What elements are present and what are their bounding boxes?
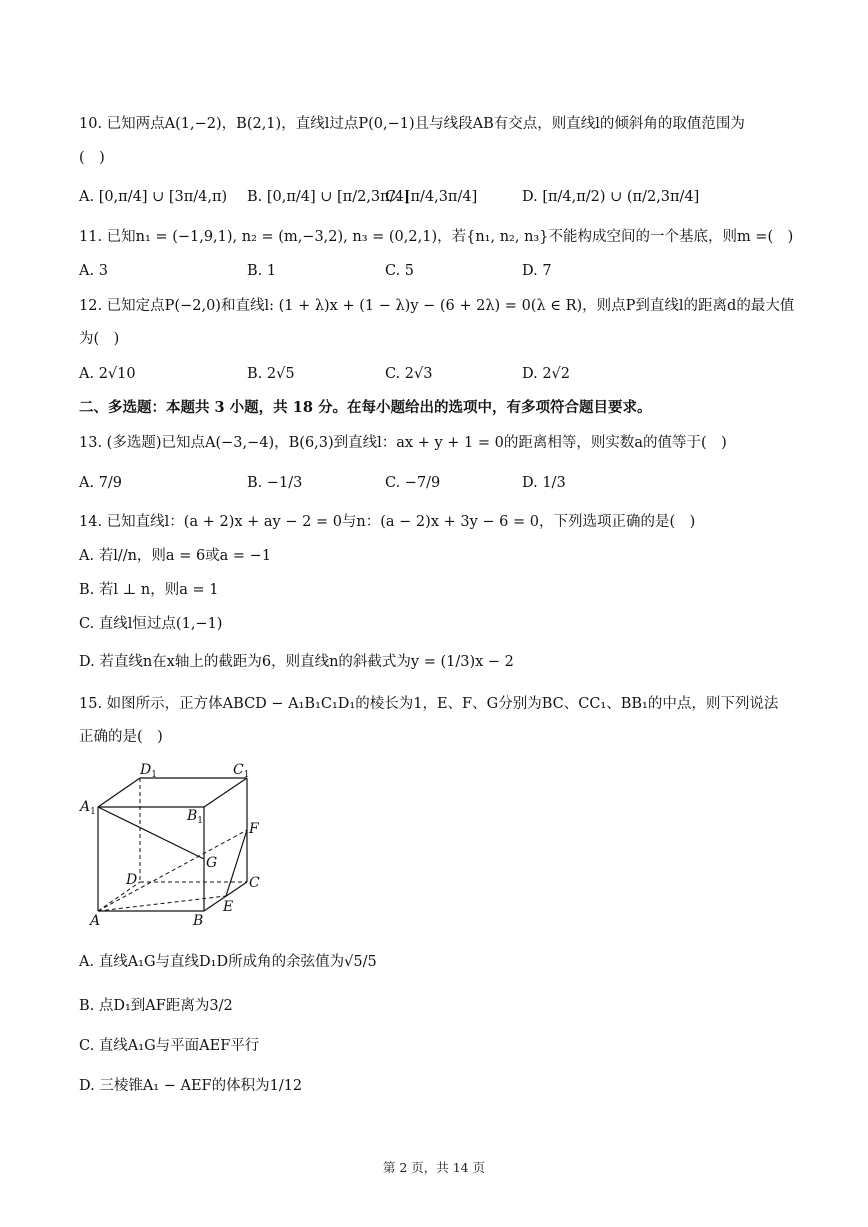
label-c1: $C_1$ — [233, 762, 250, 780]
q11-option-b: B. 1 — [247, 263, 277, 279]
q12-option-d: D. 2√2 — [522, 366, 571, 382]
q14-option-c: C. 直线l恒过点(1,−1) — [79, 616, 223, 632]
q13-stem: 13. (多选题)已知点A(−3,−4)，B(6,3)到直线l：ax + y + 1 = 0的距离相等，则实数a的值等于( ) — [79, 435, 727, 451]
q13-option-c: C. −7/9 — [385, 475, 441, 491]
q14-option-b: B. 若l ⊥ n，则a = 1 — [79, 582, 219, 598]
cube-figure — [76, 755, 276, 933]
q15-option-b: B. 点D₁到AF距离为3/2 — [79, 998, 233, 1014]
q15-stem-2: 正确的是( ) — [79, 729, 163, 745]
q10-paren: ( ) — [79, 150, 105, 166]
q12-option-a: A. 2√10 — [79, 366, 136, 382]
q15-option-d: D. 三棱锥A₁ − AEF的体积为1/12 — [79, 1078, 303, 1094]
q14-option-a: A. 若l//n，则a = 6或a = −1 — [79, 548, 272, 564]
q14-stem: 14. 已知直线l：(a + 2)x + ay − 2 = 0与n：(a − 2)x + 3y − 6 = 0，下列选项正确的是( ) — [79, 514, 696, 530]
label-g: G — [206, 855, 218, 871]
q11-stem: 11. 已知n₁ = (−1,9,1), n₂ = (m,−3,2), n₃ = (0,2,1)，若{n₁, n₂, n₃}不能构成空间的一个基底，则m =( ) — [79, 229, 794, 245]
q15-option-c: C. 直线A₁G与平面AEF平行 — [79, 1038, 260, 1054]
q15-stem: 15. 如图所示，正方体ABCD − A₁B₁C₁D₁的棱长为1，E、F、G分别为BC、CC₁、BB₁的中点，则下列说法 — [79, 696, 779, 712]
label-a1: $A_1$ — [80, 799, 96, 817]
q11-option-c: C. 5 — [385, 263, 415, 279]
q12-option-c: C. 2√3 — [385, 366, 433, 382]
q14-option-d: D. 若直线n在x轴上的截距为6，则直线n的斜截式为y = (1/3)x − 2 — [79, 654, 514, 670]
label-a: A — [90, 913, 101, 929]
label-e: E — [223, 899, 234, 915]
label-d: D — [126, 872, 138, 888]
q13-option-b: B. −1/3 — [247, 475, 303, 491]
q12-option-b: B. 2√5 — [247, 366, 295, 382]
q13-option-a: A. 7/9 — [79, 475, 123, 491]
q13-option-d: D. 1/3 — [522, 475, 566, 491]
label-d1: $D_1$ — [140, 762, 157, 780]
page-footer: 第 2 页，共 14 页 — [382, 1160, 486, 1175]
q11-option-a: A. 3 — [79, 263, 108, 279]
q10-option-a: A. [0,π/4] ∪ [3π/4,π) — [79, 189, 228, 205]
label-b: B — [193, 913, 204, 929]
q10-option-c: C. [π/4,3π/4] — [385, 189, 478, 205]
q12-stem-2: 为( ) — [79, 331, 120, 347]
q10-stem: 10. 已知两点A(1,−2)，B(2,1)，直线l过点P(0,−1)且与线段AB有交点，则直线l的倾斜角的取值范围为 — [79, 116, 745, 132]
section-heading: 二、多选题：本题共 3 小题，共 18 分。在每小题给出的选项中，有多项符合题目要求。 — [79, 399, 652, 416]
q10-option-d: D. [π/4,π/2) ∪ (π/2,3π/4] — [522, 189, 700, 205]
label-c: C — [249, 875, 260, 891]
label-b1: $B_1$ — [187, 808, 204, 826]
q12-stem: 12. 已知定点P(−2,0)和直线l: (1 + λ)x + (1 − λ)y − (6 + 2λ) = 0(λ ∈ R)，则点P到直线l的距离d的最大值 — [79, 298, 795, 314]
q10-option-b: B. [0,π/4] ∪ [π/2,3π/4] — [247, 189, 410, 205]
label-f: F — [249, 821, 259, 837]
q15-option-a: A. 直线A₁G与直线D₁D所成角的余弦值为√5/5 — [79, 954, 377, 970]
q11-option-d: D. 7 — [522, 263, 552, 279]
